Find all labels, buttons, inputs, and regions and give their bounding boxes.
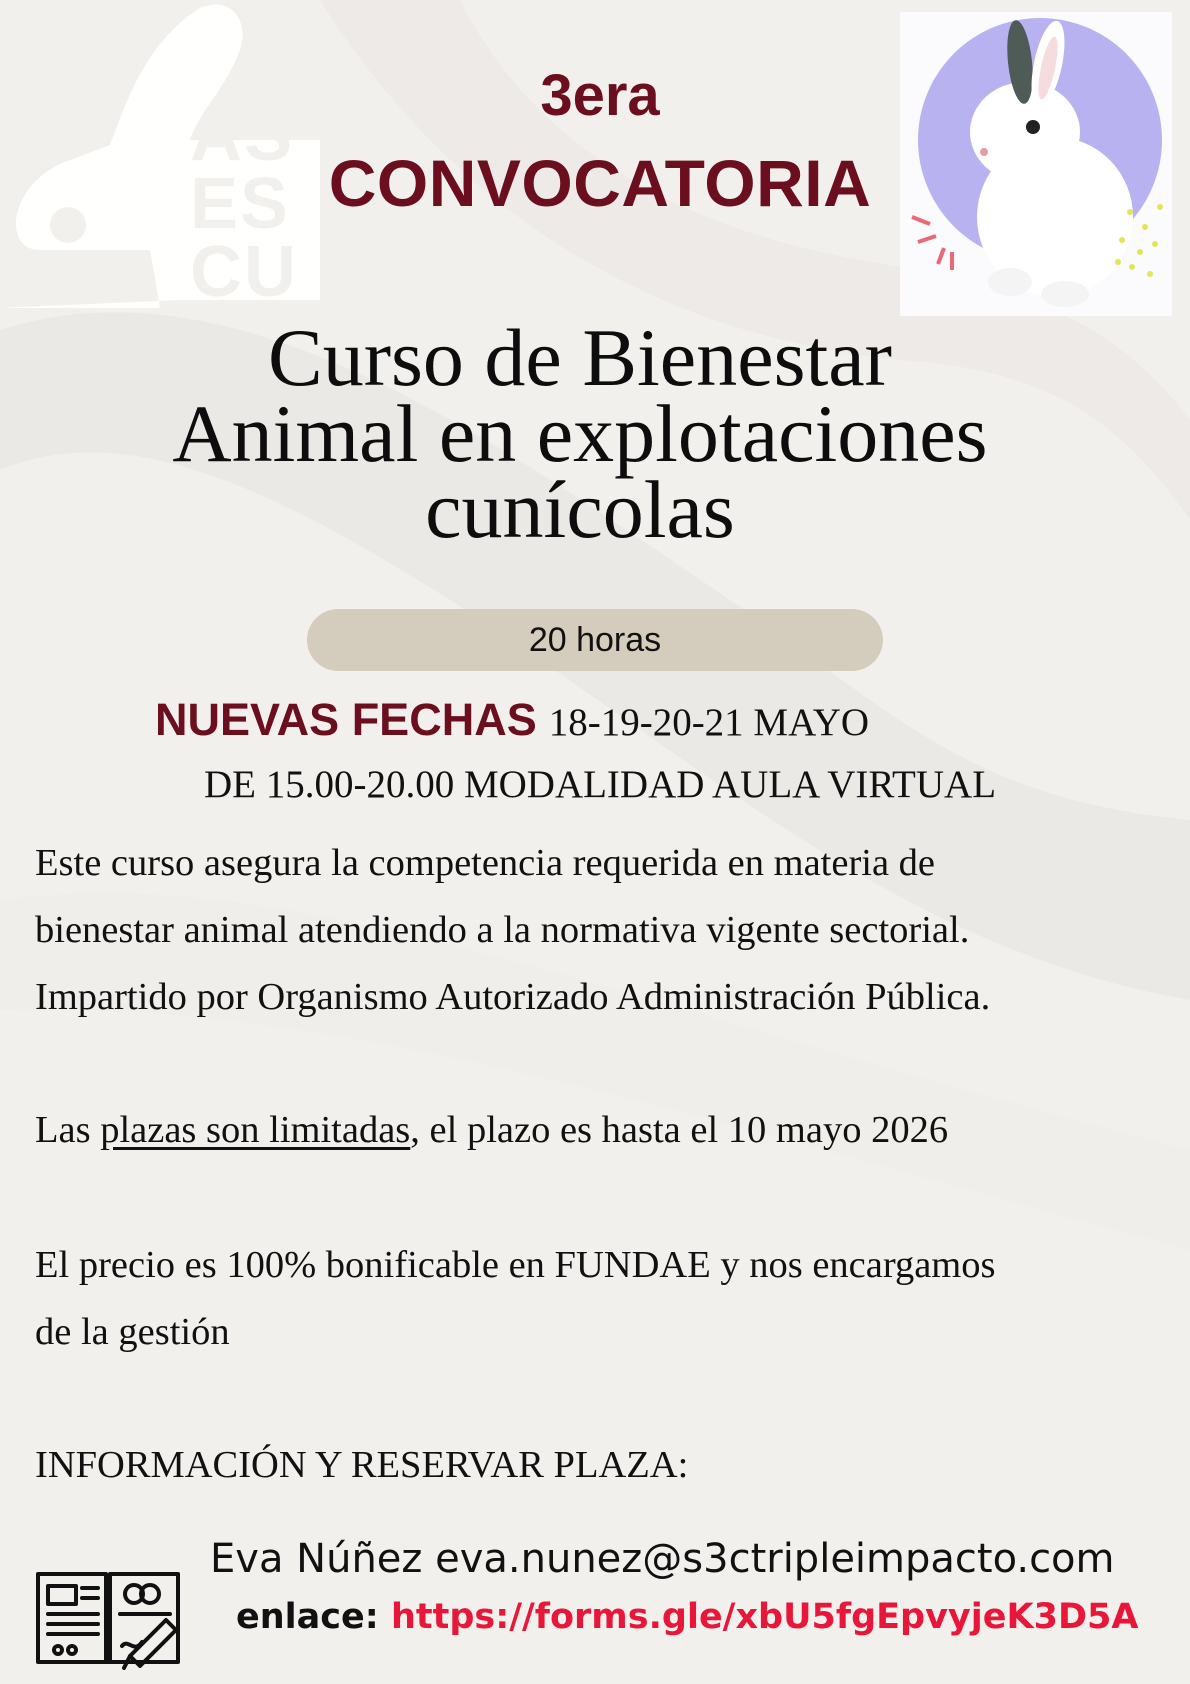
call-heading: CONVOCATORIA — [328, 146, 872, 220]
description-line: Impartido por Organismo Autorizado Administración Pública. — [35, 976, 991, 1018]
link-label: enlace: — [236, 1597, 391, 1637]
deadline-paragraph — [35, 1097, 1165, 1164]
course-title-line-2: Animal en explotaciones — [172, 388, 988, 479]
svg-text:ES: ES — [190, 164, 291, 244]
deadline-suffix: , el plazo es hasta el 10 mayo 2026 — [410, 1109, 949, 1151]
asescu-logo — [0, 0, 330, 310]
price-line: de la gestión — [35, 1311, 230, 1353]
info-heading: INFORMACIÓN Y RESERVAR PLAZA: — [35, 1444, 689, 1486]
description-line: Este curso asegura la competencia requerida en materia de — [35, 842, 936, 884]
course-title-line-1: Curso de Bienestar — [268, 312, 892, 403]
svg-text:CU: CU — [190, 232, 298, 310]
limited-places-text: plazas son limitadas — [100, 1109, 411, 1151]
new-dates-label: NUEVAS FECHAS — [155, 694, 537, 745]
edition-label: 3era — [540, 63, 660, 128]
deadline-prefix: Las — [35, 1109, 101, 1151]
registration-link[interactable]: https://forms.gle/xbU5fgEpvyjeK3D5A — [390, 1597, 1139, 1637]
registration-link-line — [236, 1597, 1138, 1637]
course-title — [60, 312, 1100, 555]
description-line: bienestar animal atendiendo a la normativa vigente sectorial. — [35, 909, 970, 951]
dates-line — [155, 694, 869, 746]
rabbit-photo — [900, 12, 1172, 316]
hours-badge: 20 horas — [307, 609, 883, 671]
form-document-icon — [34, 1562, 186, 1670]
course-dates: 18-19-20-21 MAYO — [548, 701, 870, 744]
description-paragraph — [35, 830, 1165, 1031]
course-title-line-3: cunícolas — [425, 464, 735, 555]
svg-text:AS: AS — [190, 96, 295, 176]
price-line: El precio es 100% bonificable en FUNDAE y nos encargamos — [35, 1244, 996, 1286]
schedule-modality: DE 15.00-20.00 MODALIDAD AULA VIRTUAL — [203, 763, 997, 806]
price-paragraph — [35, 1232, 1165, 1366]
contact-name-email: Eva Núñez eva.nunez@s3ctripleimpacto.com — [210, 1536, 1115, 1582]
